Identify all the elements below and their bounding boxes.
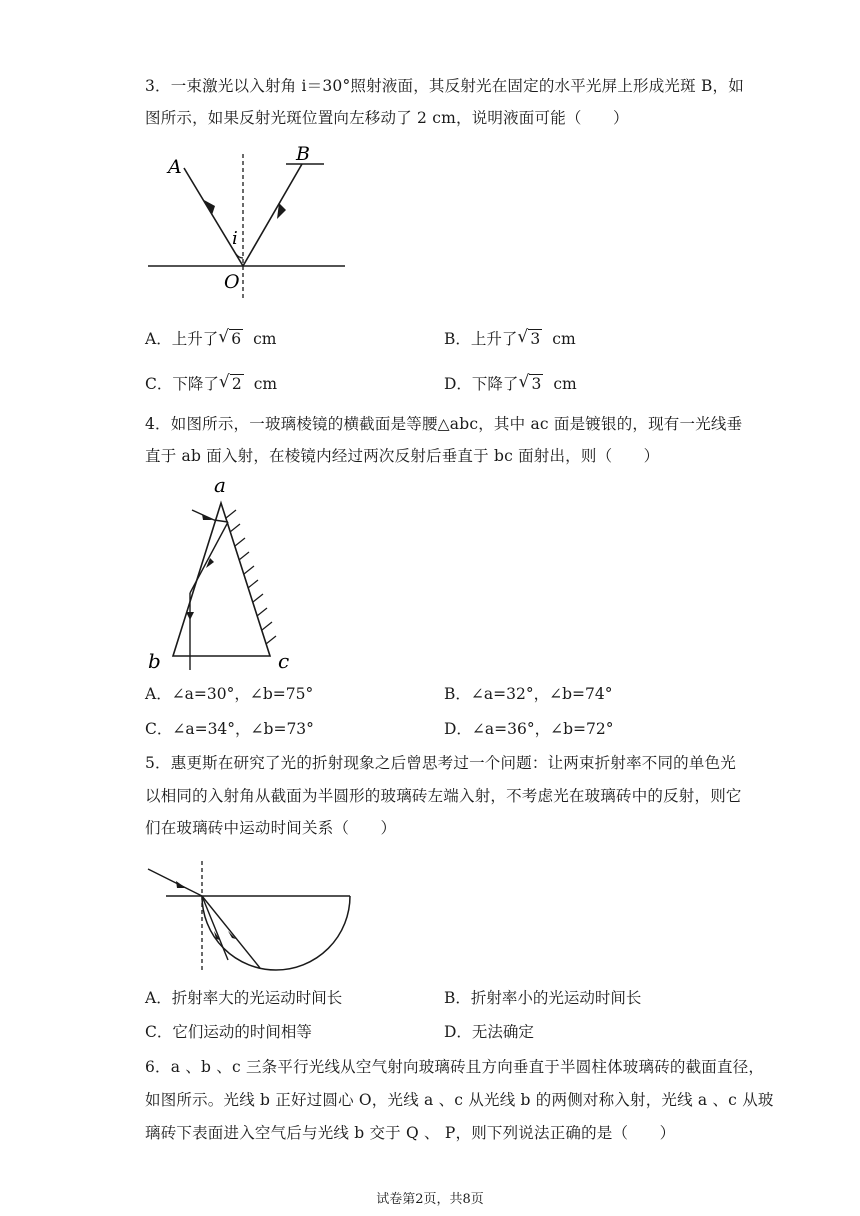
q6-text-line3: 璃砖下表面进入空气后与光线 b 交于 Q 、 P，则下列说法正确的是（ ） — [145, 1124, 676, 1142]
q3-option-d[interactable]: D．下降了 √ 3 cm — [444, 372, 577, 393]
q3-label-i: i — [232, 228, 238, 249]
q4-label-a: a — [214, 473, 226, 497]
sqrt-symbol: √ 3 — [517, 327, 541, 348]
q4-option-a[interactable]: A．∠a=30°，∠b=75° — [145, 685, 314, 703]
q4-text-line1: 4．如图所示，一玻璃棱镜的横截面是等腰△abc，其中 ac 面是镀银的，现有一光线垂 — [145, 415, 743, 433]
sqrt-symbol: √ 3 — [518, 372, 542, 393]
q4-label-c: c — [278, 649, 290, 673]
q5-option-d[interactable]: D．无法确定 — [444, 1023, 534, 1041]
q4-option-b[interactable]: B．∠a=32°，∠b=74° — [444, 685, 613, 703]
q6-text-line1: 6．a 、b 、c 三条平行光线从空气射向玻璃砖且方向垂直于半圆柱体玻璃砖的截面直径， — [145, 1058, 765, 1076]
q3-option-a[interactable]: A．上升了 √ 6 cm — [145, 327, 277, 348]
page-footer: 试卷第2页，共8页 — [376, 1192, 484, 1207]
q3-text-line1: 3．一束激光以入射角 i＝30°照射液面，其反射光在固定的水平光屏上形成光斑 B，如 — [145, 77, 744, 95]
q4-option-d[interactable]: D．∠a=36°，∠b=72° — [444, 720, 614, 738]
q4-text-line2: 直于 ab 面入射，在棱镜内经过两次反射后垂直于 bc 面射出，则（ ） — [145, 447, 660, 465]
q5-option-a[interactable]: A．折射率大的光运动时间长 — [145, 989, 343, 1007]
q6-text-line2: 如图所示。光线 b 正好过圆心 O，光线 a 、c 从光线 b 的两侧对称入射，光线 a 、c 从玻 — [145, 1091, 774, 1109]
q4-prism-figure — [140, 470, 310, 675]
q3-option-b[interactable]: B．上升了 √ 3 cm — [444, 327, 576, 348]
q5-text-line3: 们在玻璃砖中运动时间关系（ ） — [145, 819, 397, 837]
q4-option-c[interactable]: C．∠a=34°，∠b=73° — [145, 720, 314, 738]
q5-option-b[interactable]: B．折射率小的光运动时间长 — [444, 989, 642, 1007]
q3-text-line2: 图所示，如果反射光斑位置向左移动了 2 cm，说明液面可能（ ） — [145, 109, 629, 127]
q5-text-line2: 以相同的入射角从截面为半圆形的玻璃砖左端入射，不考虑光在玻璃砖中的反射，则它 — [145, 787, 742, 805]
q3-option-c[interactable]: C．下降了 √ 2 cm — [145, 372, 278, 393]
sqrt-symbol: √ 6 — [218, 327, 242, 348]
q5-semicircle-figure — [140, 855, 360, 975]
q3-label-A: A — [168, 156, 182, 178]
q4-label-b: b — [148, 649, 161, 673]
sqrt-symbol: √ 2 — [218, 372, 242, 393]
q5-text-line1: 5．惠更斯在研究了光的折射现象之后曾思考过一个问题：让两束折射率不同的单色光 — [145, 754, 736, 772]
q3-label-O: O — [224, 271, 240, 293]
q3-label-B: B — [296, 143, 310, 165]
q5-option-c[interactable]: C．它们运动的时间相等 — [145, 1023, 312, 1041]
q3-reflection-figure — [140, 140, 355, 300]
